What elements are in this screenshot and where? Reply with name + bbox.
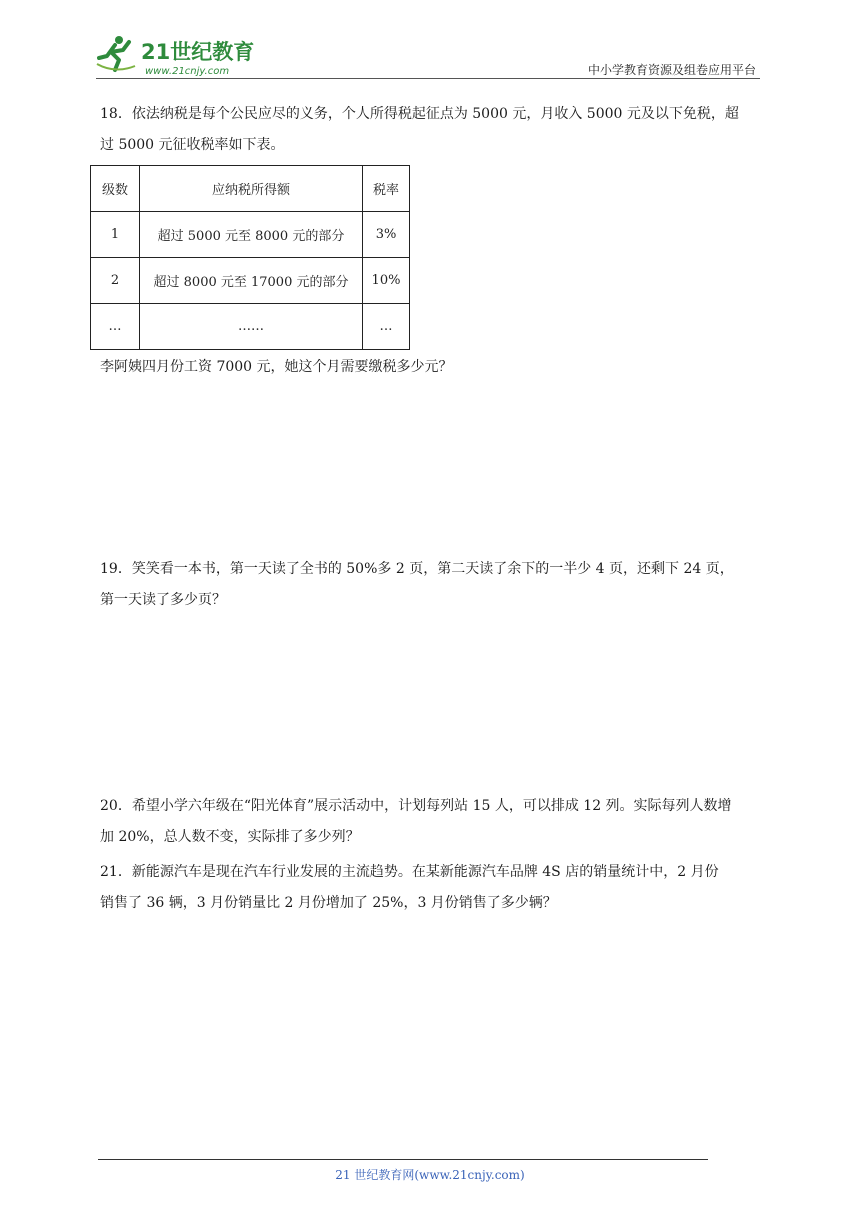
q20-line1: 20．希望小学六年级在“阳光体育”展示活动中，计划每列站 15 人，可以排成 12 列。实际每列人数增 [100,798,732,814]
footer-text: 21 世纪教育网(www.21cnjy.com) [335,1168,525,1182]
logo-text: 21世纪教育 [141,40,255,64]
table-cell: … [91,304,140,350]
q20-line2: 加 20%，总人数不变，实际排了多少列？ [100,829,360,845]
table-row [91,212,410,258]
table-cell: 超过 8000 元至 17000 元的部分 [140,258,363,304]
question-21 [100,857,766,919]
tax-rate-table [90,165,410,350]
footer-divider [98,1159,708,1160]
table-row [91,304,410,350]
q18-question: 李阿姨四月份工资 7000 元，她这个月需要缴税多少元？ [100,359,453,375]
table-cell: 超过 5000 元至 8000 元的部分 [140,212,363,258]
platform-name: 中小学教育资源及组卷应用平台 [587,63,756,77]
q19-line1: 19．笑笑看一本书，第一天读了全书的 50%多 2 页，第二天读了余下的一半少 4 页，还剩下 24 页， [100,561,734,577]
table-cell: 10% [363,258,410,304]
runner-logo-icon [95,34,265,78]
header-level: 级数 [91,166,140,212]
q18-line1: 18．依法纳税是每个公民应尽的义务，个人所得税起征点为 5000 元，月收入 5000 元及以下免税，超 [100,106,739,122]
table-cell: 2 [91,258,140,304]
site-logo [95,34,265,78]
header-taxable-income: 应纳税所得额 [140,166,363,212]
logo-url: www.21cnjy.com [145,66,230,77]
table-cell: 1 [91,212,140,258]
q21-line1: 21．新能源汽车是现在汽车行业发展的主流趋势。在某新能源汽车品牌 4S 店的销量统计中，2 月份 [100,864,719,880]
header-divider [96,78,760,79]
table-cell: 3% [363,212,410,258]
table-cell: … [363,304,410,350]
table-cell: …… [140,304,363,350]
page-header [0,0,860,90]
header-tax-rate: 税率 [363,166,410,212]
question-18-intro [100,99,766,161]
q21-line2: 销售了 36 辆，3 月份销量比 2 月份增加了 25%，3 月份销售了多少辆？ [100,895,557,911]
question-19 [100,554,766,616]
table-header-row [91,166,410,212]
q19-line2: 第一天读了多少页？ [100,592,226,608]
q18-line2: 过 5000 元征收税率如下表。 [100,137,285,153]
table-row [91,258,410,304]
question-20 [100,791,766,853]
question-18-ask [100,352,766,383]
